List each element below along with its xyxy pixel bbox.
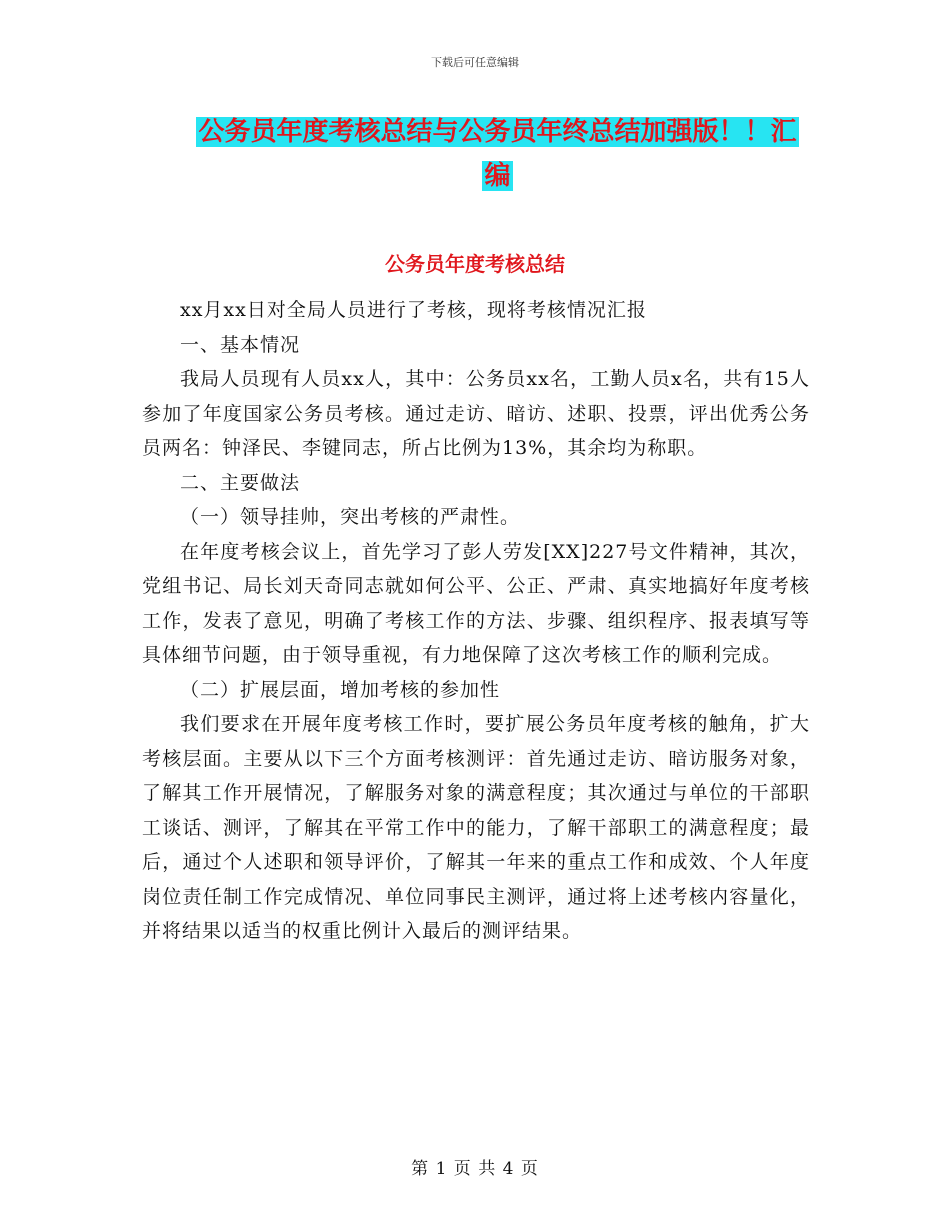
document-title-line2: 编 — [484, 161, 511, 191]
document-body — [142, 293, 810, 949]
paragraph: 在年度考核会议上，首先学习了彭人劳发[XX]227号文件精神，其次，党组书记、局长刘天奇同志就如何公平、公正、严肃、真实地搞好年度考核工作，发表了意见，明确了考核工作的方法、步骤、组织程序、报表填写等具体细节问题，由于领导重视，有力地保障了这次考核工作的顺利完成。 — [142, 540, 810, 666]
document-title-line1: 公务员年度考核总结与公务员年终总结加强版！！汇 — [198, 117, 797, 147]
subheading-expand-scope: （二）扩展层面，增加考核的参加性 — [180, 678, 501, 701]
page-footer: 第 1 页 共 4 页 — [411, 1159, 539, 1179]
section-title: 公务员年度考核总结 — [385, 252, 565, 276]
paragraph: 我们要求在开展年度考核工作时，要扩展公务员年度考核的触角，扩大考核层面。主要从以下三个方面考核测评：首先通过走访、暗访服务对象，了解其工作开展情况，了解服务对象的满意程度；其次通过与单位的干部职工谈话、测评，了解其在平常工作中的能力，了解干部职工的满意程度；最后，通过个人述职和领导评价，了解其一年来的重点工作和成效、个人年度岗位责任制工作完成情况、单位同事民主测评，通过将上述考核内容量化，并将结果以适当的权重比例计入最后的测评结果。 — [142, 713, 810, 942]
subheading-leadership: （一）领导挂帅，突出考核的严肃性。 — [180, 506, 521, 528]
header-note: 下载后可任意编辑 — [431, 56, 519, 69]
paragraph: xx月xx日对全局人员进行了考核，现将考核情况汇报 — [180, 299, 647, 321]
paragraph: 我局人员现有人员xx人，其中：公务员xx名，工勤人员x名，共有15人参加了年度国家公务员考核。通过走访、暗访、述职、投票，评出优秀公务员两名：钟泽民、李键同志，所占比例为13%，其余均为称职。 — [142, 368, 810, 459]
heading-basic-situation: 一、基本情况 — [180, 333, 301, 356]
document-title — [190, 110, 805, 198]
heading-main-practices: 二、主要做法 — [180, 471, 301, 494]
